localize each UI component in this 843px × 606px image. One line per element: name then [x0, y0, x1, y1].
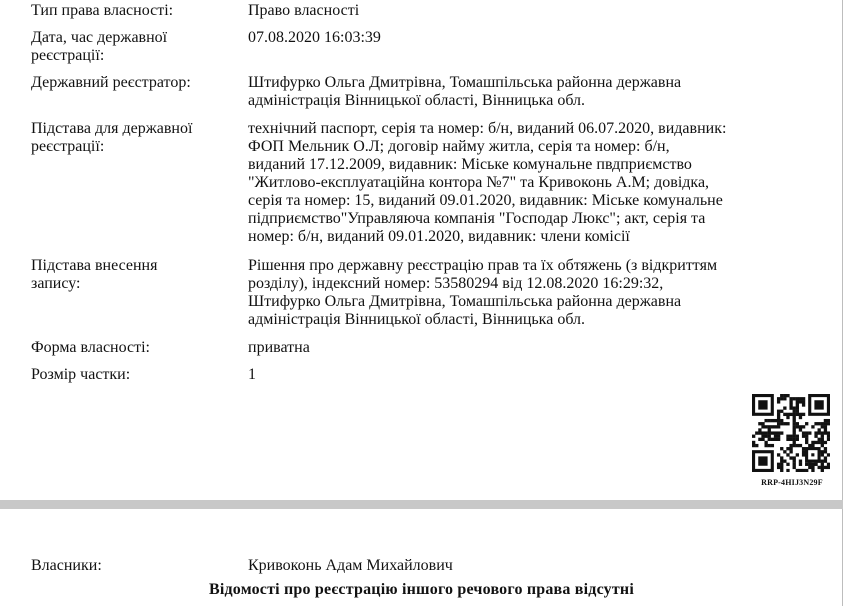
value-line: Штифурко Ольга Дмитрівна, Томашпільська районна державна: [248, 74, 682, 91]
row-label: [31, 120, 236, 156]
value-line: Право власності: [248, 2, 360, 19]
value-line: номер: б/н, виданий 09.01.2020, видавник: члени комісії: [248, 228, 630, 245]
value-line: ФОП Мельник О.Л; договір найму житла, серія та номер: б/н,: [248, 138, 670, 155]
row-label: [31, 257, 236, 293]
label-line: реєстрації:: [31, 138, 105, 155]
qr-code-icon: [752, 394, 830, 472]
row-label: [31, 29, 236, 65]
row-label: [31, 339, 236, 357]
label-line: запису:: [31, 275, 81, 292]
value-line: 1: [248, 366, 256, 383]
label-line: реєстрації:: [31, 47, 105, 64]
row-value: [248, 120, 818, 246]
label-line: Розмір частки:: [31, 366, 131, 383]
owners-value: Кривоконь Адам Михайлович: [248, 557, 453, 574]
owners-label: Власники:: [31, 557, 102, 574]
page-separator: [0, 500, 843, 509]
qr-caption: RRP-4HIJ3N29F: [761, 478, 823, 487]
value-line: Штифурко Ольга Дмитрівна, Томашпільська районна державна: [248, 293, 682, 310]
row-label: [31, 2, 236, 20]
value-line: приватна: [248, 339, 310, 356]
value-line: адміністрація Вінницької області, Вінницька обл.: [248, 311, 586, 328]
row-label: [31, 366, 236, 384]
row-value: [248, 257, 818, 329]
value-line: підприємство"Управляюча компанія "Господар Люкс"; акт, серія та: [248, 210, 706, 227]
label-line: Тип права власності:: [31, 2, 174, 19]
label-line: Форма власності:: [31, 339, 150, 356]
row-value: [248, 2, 818, 20]
value-line: технічний паспорт, серія та номер: б/н, виданий 06.07.2020, видавник:: [248, 120, 727, 137]
label-line: Державний реєстратор:: [31, 74, 191, 91]
label-line: Дата, час державної: [31, 29, 168, 46]
row-value: [248, 29, 818, 47]
label-line: Підстава внесення: [31, 257, 158, 274]
value-line: "Житлово-експлуатаційна контора №7" та Кривоконь А.М; довідка,: [248, 174, 710, 191]
value-line: 07.08.2020 16:03:39: [248, 29, 381, 46]
value-line: серія та номер: 15, виданий 09.01.2020, видавник: Міське комунальне: [248, 192, 723, 209]
other-rights-note: Відомості про реєстрацію іншого речового права відсутні: [209, 581, 634, 598]
label-line: Підстава для державної: [31, 120, 193, 137]
value-line: Рішення про державну реєстрацію прав та їх обтяжень (з відкриттям: [248, 257, 718, 274]
row-value: [248, 74, 818, 110]
value-line: розділу), індексний номер: 53580294 від 12.08.2020 16:29:32,: [248, 275, 664, 292]
row-value: [248, 339, 818, 357]
qr-code-graphic: [752, 394, 830, 472]
row-value: [248, 366, 818, 384]
row-label: [31, 74, 236, 92]
value-line: адміністрація Вінницької області, Вінницька обл.: [248, 92, 586, 109]
value-line: виданий 17.12.2009, видавник: Міське комунальне пвдприємство: [248, 156, 692, 173]
